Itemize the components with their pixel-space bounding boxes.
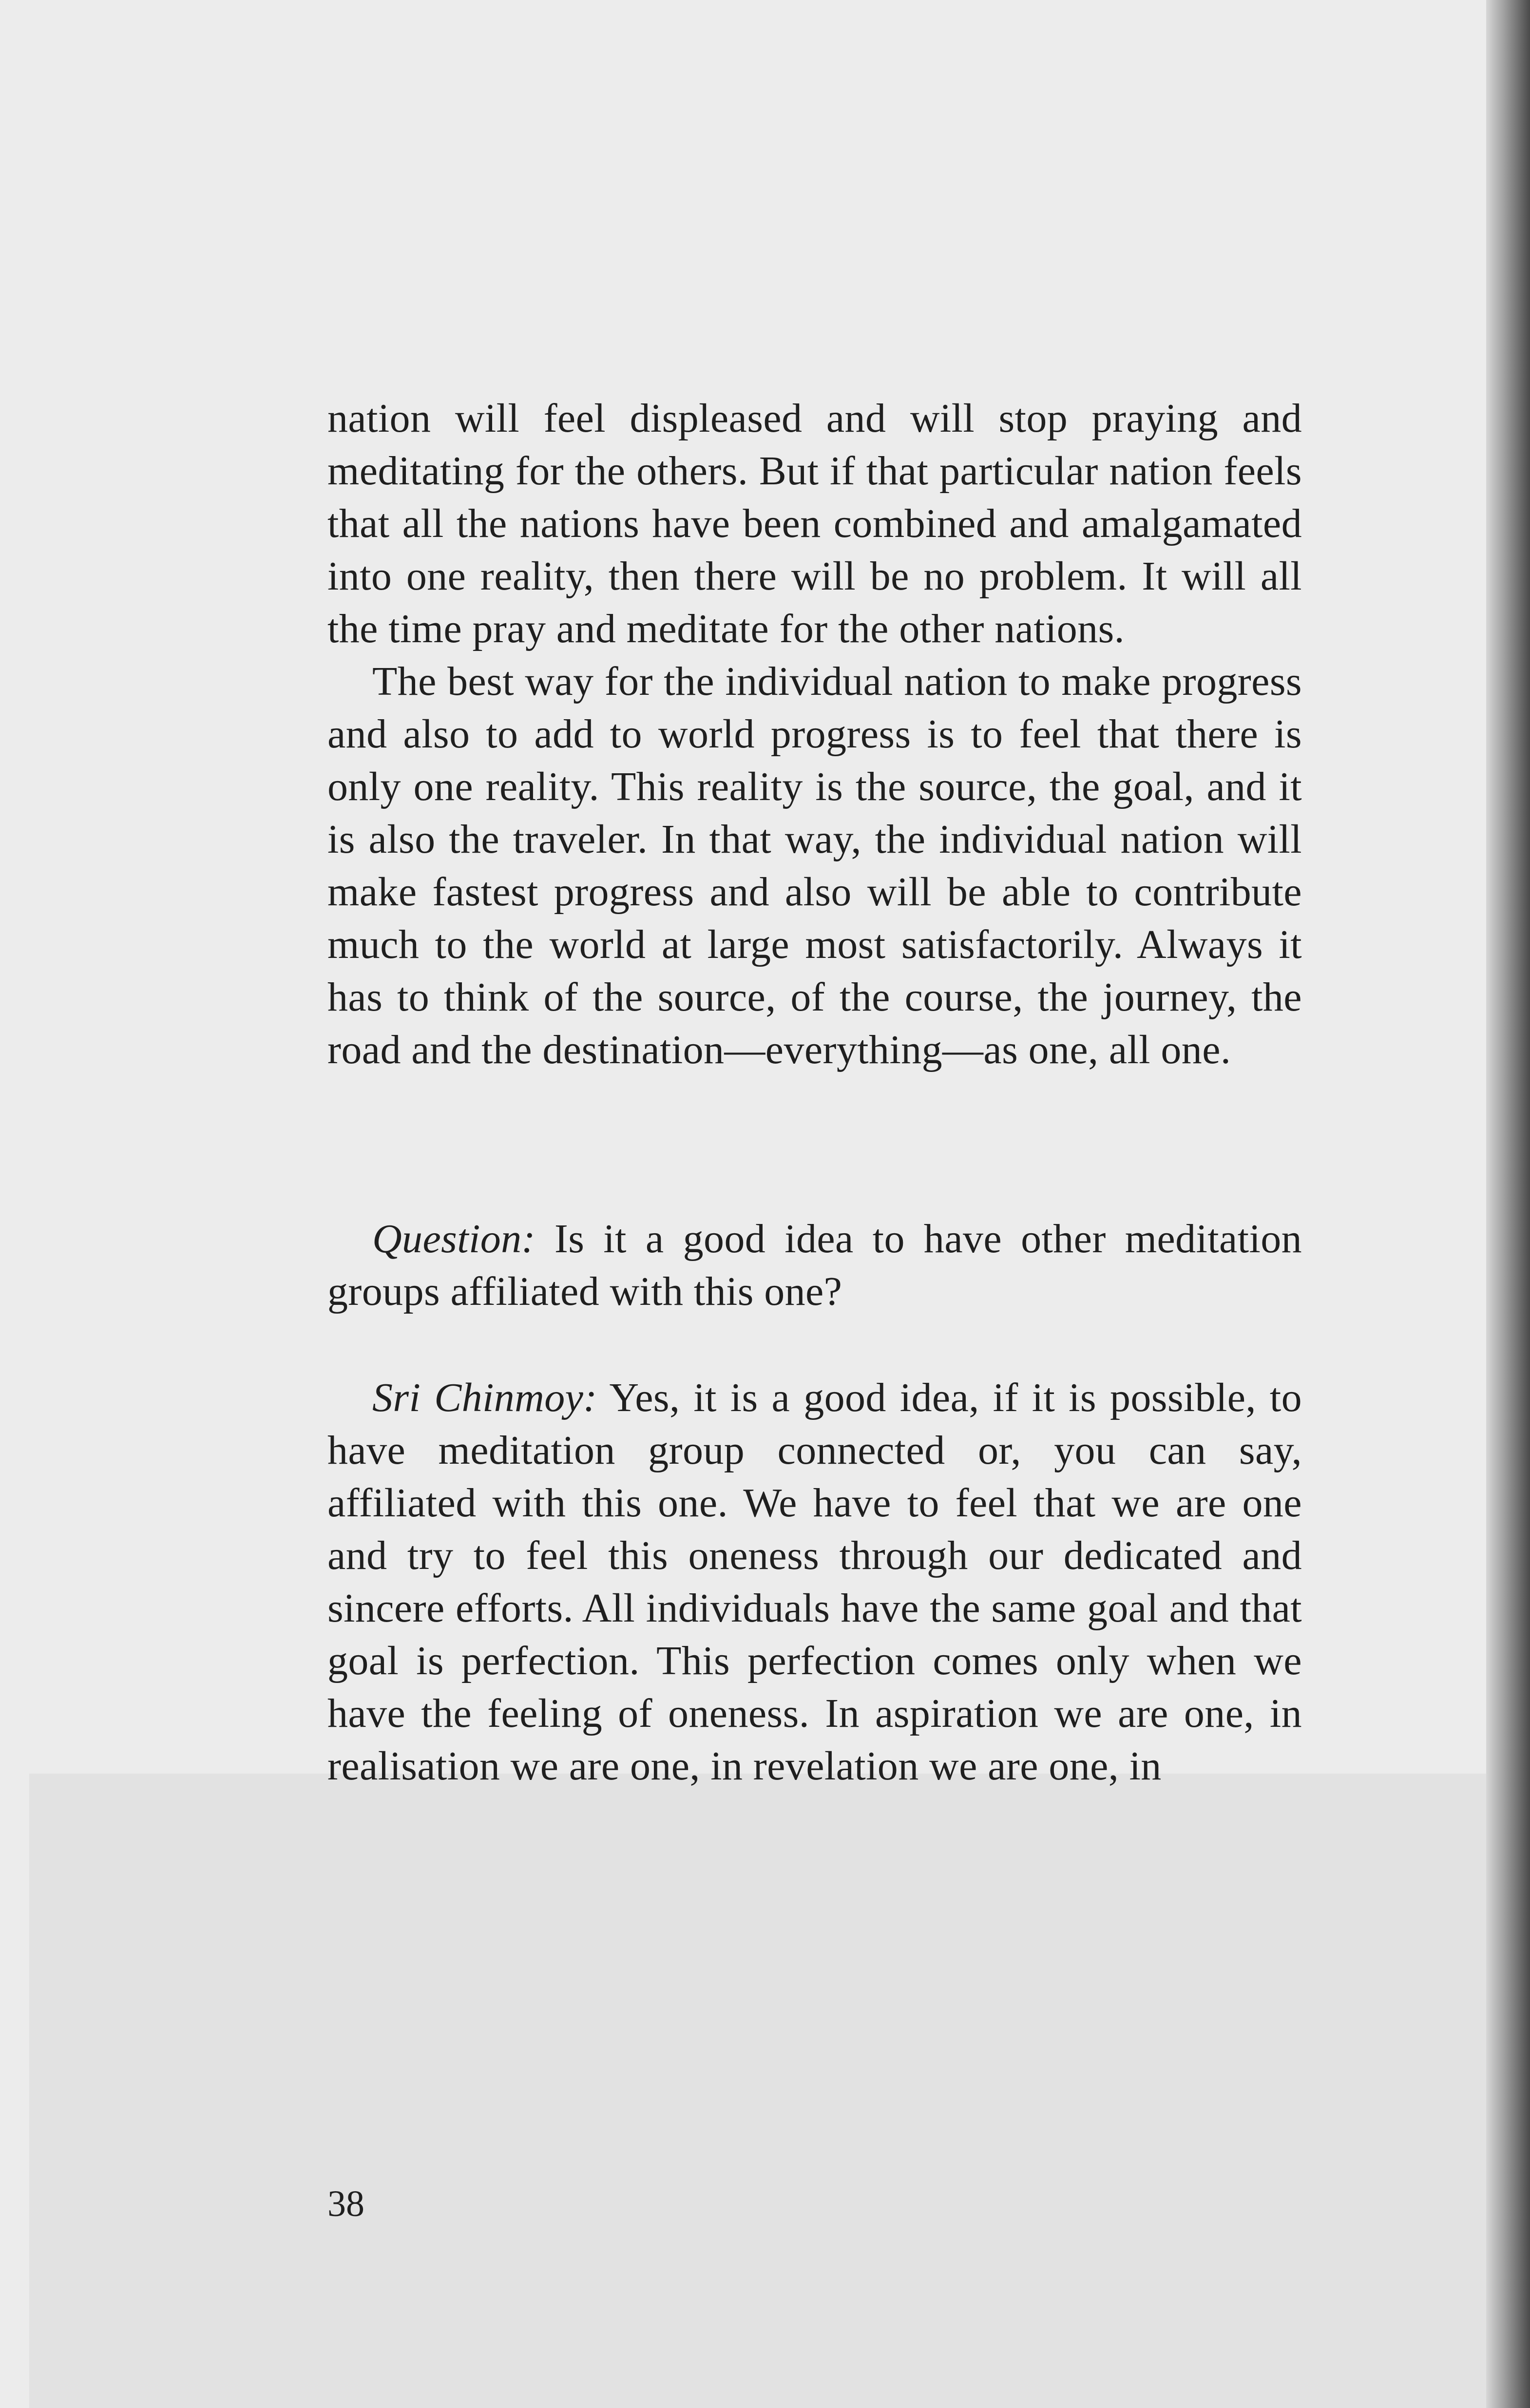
body-text [327,392,1302,1793]
answer-paragraph [327,1372,1302,1793]
paragraph-continued: nation will feel displeased and will stop praying and meditating for the others. But if that particular nation feels that all the nations have been combined and amalgamated into one reality, then there will be no problem. It will all the time pray and meditate for the other nations. [327,396,1302,651]
section-gap [327,1076,1302,1213]
paper-shading [29,1774,1506,2408]
answer-speaker: Sri Chinmoy: [372,1375,597,1420]
page-edge-shadow [1486,0,1530,2408]
question-paragraph [327,1213,1302,1318]
answer-text: Yes, it is a good idea, if it is possible, to have meditation group connected or, you can say, affiliated with this one. We have to feel that we are one and try to feel this oneness through our dedicated and sincere efforts. All individuals have the same goal and that goal is perfection. This perfection comes only when we have the feeling of oneness. In aspiration we are one, in realisation we are one, in revelation we are one, in [327,1375,1302,1789]
page-number: 38 [327,2183,364,2224]
section-gap [327,1318,1302,1372]
paragraph: The best way for the individual nation to make progress and also to add to world progress is to feel that there is only one reality. This reality is the source, the goal, and it is also the traveler. In that way, the individual nation will make fastest progress and also will be able to contribute much to the world at large most satisfactorily. Always it has to think of the source, of the course, the journey, the road and the destination—everything—as one, all one. [327,659,1302,1072]
question-text: Is it a good idea to have other meditation groups affiliated with this one? [327,1216,1302,1314]
question-speaker: Question: [372,1216,536,1261]
